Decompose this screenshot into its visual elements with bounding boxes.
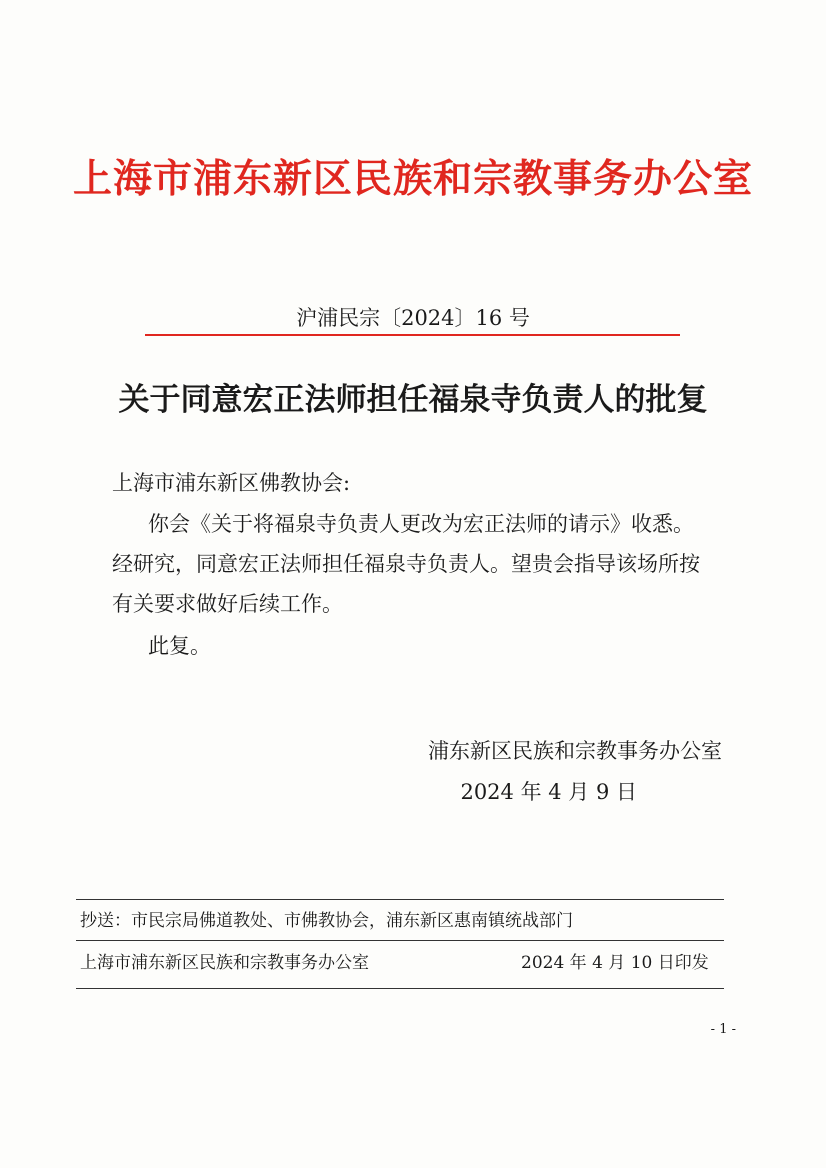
issuing-org: 上海市浦东新区民族和宗教事务办公室 [80,953,369,973]
issuer-header: 上海市浦东新区民族和宗教事务办公室 [72,156,753,202]
red-divider-line [145,334,680,336]
document-number: 沪浦民宗〔2024〕16 号 [296,306,530,330]
signature-org: 浦东新区民族和宗教事务办公室 [428,739,722,763]
addressee: 上海市浦东新区佛教协会: [112,471,351,495]
footer-rule-bottom [76,988,724,989]
body-paragraph-line: 你会《关于将福泉寺负责人更改为宏正法师的请示》收悉。 [148,512,694,536]
document-title: 关于同意宏正法师担任福泉寺负责人的批复 [118,382,708,418]
closing-phrase: 此复。 [148,634,211,658]
issue-date: 2024 年 4 月 10 日印发 [521,953,709,973]
signature-date: 2024 年 4 月 9 日 [460,780,637,804]
page-number: - 1 - [710,1022,736,1037]
cc-list: 抄送：市民宗局佛道教处、市佛教协会，浦东新区惠南镇统战部门 [80,911,573,931]
body-paragraph-line: 经研究，同意宏正法师担任福泉寺负责人。望贵会指导该场所按 [112,552,700,576]
body-paragraph-line: 有关要求做好后续工作。 [112,592,343,616]
footer-rule-middle [76,940,724,941]
footer-rule-top [76,899,724,900]
